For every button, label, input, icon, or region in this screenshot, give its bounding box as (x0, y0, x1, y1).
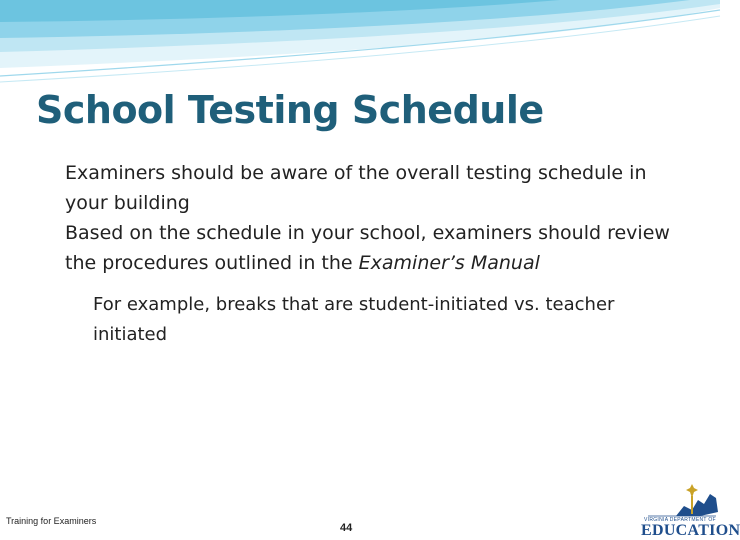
bullet-list (44, 158, 684, 368)
sub-bullet-item (44, 290, 684, 350)
bullet-item (44, 158, 684, 218)
header-wave-decoration (0, 0, 720, 90)
page-number: 44 (340, 522, 353, 534)
footer-caption: Training for Examiners (6, 516, 97, 526)
logo-education-text: EDUCATION (641, 522, 740, 539)
bullet-text: Based on the schedule in your school, examiners should review the procedures outlined in the (65, 222, 670, 274)
manual-title-text: Examiner’s Manual (358, 252, 540, 274)
slide-title: School Testing Schedule (36, 88, 544, 132)
sub-bullet-text: For example, breaks that are student-initiated vs. teacher initiated (93, 294, 615, 345)
bullet-text: Examiners should be aware of the overall testing schedule in your building (65, 162, 647, 214)
logo-agency-text: VIRGINIA DEPARTMENT OF (644, 517, 716, 523)
bullet-item (44, 218, 684, 278)
